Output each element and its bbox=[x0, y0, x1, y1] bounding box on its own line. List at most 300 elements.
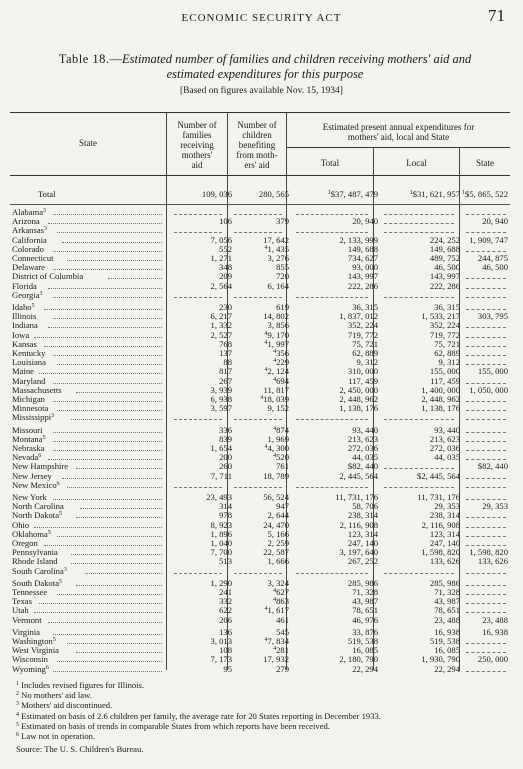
state-name: South Dakota$^5$ bbox=[12, 577, 63, 588]
local-value: 22, 294 bbox=[434, 663, 460, 674]
blank-cell-leader bbox=[466, 327, 506, 328]
leader-dots bbox=[34, 527, 162, 528]
blank-cell-leader bbox=[466, 337, 506, 338]
leader-dots bbox=[53, 441, 162, 442]
leader-dots bbox=[44, 309, 162, 310]
footnote-ref: 4 bbox=[260, 395, 264, 401]
leader-dots bbox=[67, 487, 162, 488]
leader-dots bbox=[108, 278, 162, 279]
local-value: 75, 721 bbox=[434, 338, 460, 349]
families-value: 7, 711 bbox=[210, 470, 232, 481]
blank-cell-leader bbox=[384, 232, 454, 233]
families-value: 7, 056 bbox=[210, 234, 232, 245]
blank-cell-leader bbox=[174, 487, 222, 488]
children-value: $^4$356 bbox=[273, 348, 289, 358]
blank-cell-leader bbox=[466, 671, 506, 672]
blank-cell-leader bbox=[466, 401, 506, 402]
children-value: 461 bbox=[276, 614, 289, 625]
leader-dots bbox=[53, 499, 162, 500]
state-value: $82, 440 bbox=[477, 461, 508, 472]
blank-cell-leader bbox=[466, 594, 506, 595]
leader-dots bbox=[76, 468, 162, 469]
blank-cell-leader bbox=[466, 251, 506, 252]
footnote-ref: 3 bbox=[51, 413, 55, 420]
children-value: $^4$4, 300 bbox=[264, 443, 289, 453]
total-value: 719, 772 bbox=[347, 329, 378, 340]
footnote-number: 4 bbox=[16, 711, 19, 718]
state-name: New Hampshire bbox=[12, 461, 69, 472]
local-value: 1, 400, 000 bbox=[421, 384, 460, 395]
local-value: 29, 353 bbox=[434, 501, 460, 512]
state-name: Louisiana bbox=[12, 357, 46, 368]
blank-cell-leader bbox=[466, 346, 506, 347]
leader-dots bbox=[76, 517, 162, 518]
footnote-ref: 3 bbox=[43, 226, 47, 233]
children-value: $^4$18, 039 bbox=[260, 394, 289, 404]
families-value: 1, 040 bbox=[210, 538, 232, 548]
col-head-children bbox=[228, 120, 286, 170]
table-row bbox=[10, 404, 510, 413]
leader-dots bbox=[85, 573, 162, 574]
families-value: 23, 493 bbox=[206, 492, 232, 502]
local-value: 285, 986 bbox=[429, 577, 460, 588]
local-value: 1, 533, 217 bbox=[421, 311, 460, 322]
state-name: Oregon bbox=[12, 538, 38, 548]
leader-dots bbox=[48, 459, 162, 460]
blank-cell-leader bbox=[384, 419, 454, 420]
state-name: New Mexico$^6$ bbox=[12, 479, 60, 490]
col-head-expenditures bbox=[287, 122, 510, 142]
blank-cell-leader bbox=[466, 450, 506, 451]
state-name: Florida bbox=[12, 280, 37, 291]
footnote: $^6$ Law not in operation. bbox=[16, 731, 96, 742]
families-value: 230 bbox=[219, 302, 232, 312]
children-value: $^4$1, 997 bbox=[264, 338, 289, 349]
state-name: District of Columbia bbox=[12, 271, 84, 282]
footnote-ref: 6 bbox=[56, 480, 60, 487]
total-value: 2, 180, 790 bbox=[339, 654, 378, 665]
total-value: 22, 294 bbox=[352, 663, 378, 674]
leader-dots bbox=[53, 671, 162, 672]
total-value: 734, 627 bbox=[347, 253, 378, 263]
table-row bbox=[10, 453, 510, 462]
head-line: Estimated present annual expenditures for bbox=[322, 122, 475, 132]
families-value: 3, 939 bbox=[210, 384, 232, 395]
footnote-ref: 4 bbox=[273, 597, 277, 604]
leader-dots bbox=[44, 545, 162, 546]
state-name: Georgia$^3$ bbox=[12, 289, 43, 300]
blank-cell-leader bbox=[466, 612, 506, 613]
leader-dots bbox=[53, 355, 162, 356]
blank-cell-leader bbox=[384, 297, 454, 298]
leader-dots bbox=[48, 288, 162, 289]
footnote-ref: 5 bbox=[59, 578, 63, 585]
families-value: 106 bbox=[219, 216, 232, 227]
state-name: Indiana bbox=[12, 320, 38, 331]
families-value: 314 bbox=[219, 501, 232, 512]
total-value: 352, 224 bbox=[347, 320, 378, 331]
leader-dots bbox=[53, 432, 162, 433]
state-name: West Virginia bbox=[12, 645, 59, 656]
footnote-list bbox=[16, 680, 506, 741]
state-name: Virginia bbox=[12, 626, 40, 637]
blank-cell-leader bbox=[296, 232, 368, 233]
footnote-ref: 5 bbox=[42, 434, 46, 441]
state-name: Nevada$^6$ bbox=[12, 452, 42, 463]
state-name: Arizona bbox=[12, 216, 40, 227]
children-value: $^4$229 bbox=[273, 357, 289, 368]
blank-cell-leader bbox=[466, 355, 506, 356]
families-value: 839 bbox=[219, 433, 232, 444]
total-value: 11, 731, 176 bbox=[335, 492, 378, 502]
state-name: Massachusetts bbox=[12, 384, 62, 395]
state-name: Wisconsin bbox=[12, 654, 48, 665]
table-row bbox=[10, 616, 510, 625]
families-value: 136 bbox=[219, 626, 232, 637]
local-value: 123, 314 bbox=[429, 528, 460, 539]
local-value: 247, 140 bbox=[429, 538, 460, 548]
leader-dots bbox=[57, 410, 162, 411]
page-number: 71 bbox=[488, 6, 505, 25]
total-value: 149, 688 bbox=[347, 243, 378, 254]
total-value: 2, 116, 908 bbox=[339, 519, 378, 530]
state-name: Illinois bbox=[12, 311, 37, 322]
children-value: $^4$627 bbox=[273, 587, 289, 597]
total-families: 109, 036 bbox=[201, 189, 232, 199]
state-value: 1, 909, 747 bbox=[469, 234, 508, 245]
blank-cell-leader bbox=[466, 527, 506, 528]
footnote-ref: 6 bbox=[45, 664, 49, 671]
footnotes bbox=[16, 680, 506, 754]
leader-dots bbox=[53, 251, 162, 252]
footnote-ref: 3 bbox=[39, 290, 43, 297]
footnote-number: 6 bbox=[16, 732, 19, 739]
blank-cell-leader bbox=[466, 536, 506, 537]
families-value: 1, 271 bbox=[210, 253, 232, 263]
blank-cell-leader bbox=[466, 585, 506, 586]
total-value: 2, 133, 999 bbox=[339, 234, 378, 245]
blank-cell-leader bbox=[466, 419, 506, 420]
state-name: New Jersey bbox=[12, 470, 52, 481]
total-value: 75, 721 bbox=[352, 338, 378, 349]
table-row bbox=[10, 217, 510, 226]
state-value: 1, 050, 000 bbox=[469, 384, 508, 395]
total-value: 117, 459 bbox=[348, 375, 378, 386]
blank-cell-leader bbox=[466, 499, 506, 500]
state-value: 303, 795 bbox=[477, 311, 508, 322]
local-value: 213, 623 bbox=[429, 433, 460, 444]
children-value: $^4$694 bbox=[273, 375, 289, 386]
leader-dots bbox=[62, 478, 162, 479]
footnote-number: 3 bbox=[16, 701, 19, 708]
blank-cell-leader bbox=[466, 288, 506, 289]
families-value: 817 bbox=[219, 366, 232, 377]
head-line: Number of bbox=[237, 120, 277, 130]
running-title: ECONOMIC SECURITY ACT bbox=[181, 12, 342, 24]
children-value: 379 bbox=[276, 216, 289, 227]
local-value: 46, 500 bbox=[434, 262, 460, 273]
leader-dots bbox=[57, 661, 162, 662]
families-value: 267 bbox=[219, 375, 232, 386]
children-value: $^4$281 bbox=[273, 645, 289, 656]
leader-dots bbox=[34, 612, 162, 613]
local-value: 352, 224 bbox=[429, 320, 460, 331]
table-row bbox=[10, 567, 510, 576]
local-value: 1, 930, 790 bbox=[421, 654, 460, 665]
families-value: 332 bbox=[219, 596, 232, 607]
families-value: 6, 217 bbox=[210, 311, 232, 322]
total-value: 2, 445, 564 bbox=[339, 470, 378, 481]
blank-cell-leader bbox=[466, 459, 506, 460]
footnote: $^1$ Includes revised figures for Illinois. bbox=[16, 680, 145, 690]
leader-dots bbox=[53, 297, 162, 298]
blank-cell-leader bbox=[174, 573, 222, 574]
blank-cell-leader bbox=[296, 297, 368, 298]
title-line-1: Estimated number of families and children receiving mothers' aid and bbox=[122, 52, 472, 66]
total-value: 16, 085 bbox=[352, 645, 378, 656]
families-value: 1, 654 bbox=[210, 443, 232, 453]
families-value: 3, 597 bbox=[210, 403, 232, 414]
table-row bbox=[10, 557, 510, 566]
blank-cell-leader bbox=[466, 309, 506, 310]
children-value: 22, 587 bbox=[263, 547, 289, 558]
blank-cell-leader bbox=[384, 468, 454, 469]
families-value: 200 bbox=[219, 452, 232, 463]
leader-dots bbox=[67, 260, 162, 261]
footnote-ref: 5 bbox=[52, 637, 56, 643]
blank-cell-leader bbox=[466, 652, 506, 653]
leader-dots bbox=[62, 242, 162, 243]
footnote-ref: 4 bbox=[264, 339, 268, 346]
blank-cell-leader bbox=[466, 432, 506, 433]
footnote-ref: 1 bbox=[327, 190, 331, 196]
total-value: 267, 252 bbox=[347, 556, 378, 567]
footnote-ref: 5 bbox=[47, 529, 51, 536]
state-value: 133, 626 bbox=[477, 556, 508, 567]
state-name: Kentucky bbox=[12, 348, 46, 358]
state-value: 155, 000 bbox=[477, 366, 508, 377]
local-value: 222, 286 bbox=[429, 280, 460, 291]
blank-cell-leader bbox=[466, 545, 506, 546]
state-value: 250, 000 bbox=[477, 654, 508, 665]
state-name: Wyoming$^6$ bbox=[12, 663, 49, 674]
total-value: 238, 314 bbox=[347, 510, 378, 521]
local-value: 155, 000 bbox=[429, 366, 460, 377]
state-value: 1, 598, 820 bbox=[469, 547, 508, 558]
children-value: 5, 166 bbox=[267, 528, 289, 539]
footnote-ref: 4 bbox=[264, 444, 268, 450]
children-value: 855 bbox=[276, 262, 289, 273]
state-name: Connecticut bbox=[12, 253, 54, 263]
state-value: 244, 875 bbox=[477, 253, 508, 263]
footnote-ref: 4 bbox=[273, 358, 277, 365]
local-value: 93, 440 bbox=[434, 424, 460, 435]
footnote-ref: 4 bbox=[264, 367, 268, 374]
total-value: 2, 450, 000 bbox=[339, 384, 378, 395]
footnote-ref: 3 bbox=[63, 566, 67, 573]
leader-dots bbox=[76, 392, 162, 393]
state-name: North Dakota$^5$ bbox=[12, 510, 63, 521]
leader-dots bbox=[39, 373, 162, 374]
total-value: 43, 987 bbox=[352, 596, 378, 607]
blank-cell-leader bbox=[466, 278, 506, 279]
leader-dots bbox=[67, 643, 162, 644]
children-value: $^4$7, 834 bbox=[264, 636, 289, 646]
blank-cell-leader bbox=[466, 410, 506, 411]
table-row bbox=[10, 349, 510, 358]
total-total bbox=[328, 190, 378, 199]
families-value: 8, 923 bbox=[210, 519, 232, 530]
head-line: mothers' bbox=[181, 150, 213, 160]
footnote-ref: 4 bbox=[273, 453, 277, 460]
state-value: 16, 938 bbox=[482, 626, 508, 637]
leader-dots bbox=[53, 383, 162, 384]
leader-dots bbox=[53, 269, 162, 270]
blank-cell-leader bbox=[466, 297, 506, 298]
total-value: $82, 440 bbox=[347, 461, 378, 472]
blank-cell-leader bbox=[174, 297, 222, 298]
state-name: Ohio bbox=[12, 519, 30, 530]
footnote-ref: 3 bbox=[43, 208, 47, 214]
blank-cell-leader bbox=[466, 478, 506, 479]
children-value: 2, 644 bbox=[267, 510, 289, 521]
leader-dots bbox=[48, 622, 162, 623]
total-value: 71, 328 bbox=[352, 587, 378, 597]
total-value: 93, 440 bbox=[352, 424, 378, 435]
local-value: 133, 626 bbox=[429, 556, 460, 567]
local-value: 36, 315 bbox=[434, 302, 460, 312]
state-name: Maryland bbox=[12, 375, 46, 386]
families-value: 768 bbox=[219, 338, 232, 349]
state-name: South Carolina$^3$ bbox=[12, 565, 67, 576]
head-line: receiving bbox=[180, 140, 214, 150]
local-value: 272, 036 bbox=[429, 443, 460, 453]
local-value: 43, 987 bbox=[434, 596, 460, 607]
footnote: $^4$ Estimated on basis of 2.6 children per family, the average rate for 20 States reporting in December 1933. bbox=[16, 710, 381, 721]
children-value: $^4$863 bbox=[273, 596, 289, 607]
blank-cell-leader bbox=[384, 214, 454, 215]
children-value: 720 bbox=[276, 271, 289, 282]
families-value: 2, 527 bbox=[210, 329, 232, 340]
source-note: Source: The U. S. Children's Bureau. bbox=[16, 744, 144, 755]
leader-dots bbox=[44, 346, 162, 347]
local-value: 117, 459 bbox=[430, 375, 460, 386]
children-value: 14, 802 bbox=[263, 311, 289, 322]
local-value: 16, 938 bbox=[434, 626, 460, 637]
col-head-state: State bbox=[79, 138, 97, 148]
families-value: 1, 332 bbox=[210, 320, 232, 331]
children-value: 3, 276 bbox=[267, 253, 289, 263]
state-name: New York bbox=[12, 492, 47, 502]
children-value: $^4$520 bbox=[273, 452, 289, 463]
local-value: 2, 448, 962 bbox=[421, 394, 460, 404]
children-value: 17, 932 bbox=[263, 654, 289, 665]
local-value: 489, 752 bbox=[429, 253, 460, 263]
total-value: 310, 000 bbox=[347, 366, 378, 377]
total-value: 20, 940 bbox=[352, 216, 378, 227]
families-value: 348 bbox=[219, 262, 232, 273]
children-value: $^4$874 bbox=[273, 424, 289, 435]
blank-cell-leader bbox=[384, 223, 454, 224]
blank-cell-leader bbox=[466, 383, 506, 384]
value: $5, 865, 522 bbox=[465, 189, 508, 199]
blank-cell-leader bbox=[174, 214, 222, 215]
header-bottom-rule bbox=[10, 175, 510, 176]
footnote-ref: 4 bbox=[273, 376, 277, 383]
footnote-ref: 4 bbox=[264, 244, 268, 251]
children-value: 3, 324 bbox=[267, 577, 289, 588]
state-name: Oklahoma$^5$ bbox=[12, 528, 51, 539]
children-value: 6, 164 bbox=[267, 280, 289, 291]
head-line: ers' aid bbox=[244, 160, 270, 170]
blank-cell-leader bbox=[466, 487, 506, 488]
state-value: 46, 500 bbox=[482, 262, 508, 273]
total-value: 58, 706 bbox=[352, 501, 378, 512]
local-value: 78, 651 bbox=[434, 605, 460, 616]
total-value: 213, 623 bbox=[347, 433, 378, 444]
footnote-ref: 4 bbox=[273, 349, 277, 355]
table-row bbox=[10, 291, 510, 300]
children-value: 1, 666 bbox=[267, 556, 289, 567]
blank-cell-leader bbox=[466, 603, 506, 604]
state-name: Mississippi$^3$ bbox=[12, 412, 55, 423]
blank-cell-leader bbox=[466, 441, 506, 442]
blank-cell-leader bbox=[234, 573, 282, 574]
local-value: 2, 116, 908 bbox=[421, 519, 460, 530]
blank-cell-leader bbox=[466, 517, 506, 518]
total-value: 44, 035 bbox=[352, 452, 378, 463]
title-line-2: estimated expenditures for this purpose bbox=[166, 67, 364, 81]
children-value: 2, 259 bbox=[267, 538, 289, 548]
col-head-local: Local bbox=[406, 158, 427, 168]
families-value: 1, 290 bbox=[210, 577, 232, 588]
blank-cell-leader bbox=[174, 419, 222, 420]
children-value: 1, 969 bbox=[267, 433, 289, 444]
head-line: Number of bbox=[177, 120, 217, 130]
children-value: 3, 856 bbox=[267, 320, 289, 331]
children-value: $^4$2, 124 bbox=[264, 366, 289, 377]
table-basis-note: [Based on figures available Nov. 15, 1934] bbox=[180, 86, 343, 96]
local-value: $2, 445, 564 bbox=[417, 470, 460, 481]
head-line: families bbox=[182, 130, 212, 140]
footnote-number: 2 bbox=[16, 691, 19, 698]
total-value: 33, 876 bbox=[352, 626, 378, 637]
state-name: Missouri bbox=[12, 424, 43, 435]
leader-dots bbox=[53, 450, 162, 451]
total-value: 93, 000 bbox=[352, 262, 378, 273]
state-name: Vermont bbox=[12, 614, 42, 625]
local-value: 1, 138, 176 bbox=[421, 403, 460, 414]
children-value: $^4$9, 170 bbox=[264, 329, 289, 340]
children-value: 9, 152 bbox=[267, 403, 289, 414]
blank-cell-leader bbox=[466, 364, 506, 365]
local-value: 16, 085 bbox=[434, 645, 460, 656]
head-line: mothers' aid, local and State bbox=[347, 132, 450, 142]
head-line: children bbox=[242, 130, 272, 140]
children-value: 279 bbox=[276, 663, 289, 674]
total-value: 62, 889 bbox=[352, 348, 378, 358]
blank-cell-leader bbox=[234, 232, 282, 233]
total-value: 3, 197, 640 bbox=[339, 547, 378, 558]
families-value: 209 bbox=[219, 271, 232, 282]
local-value: 519, 538 bbox=[429, 636, 460, 646]
expend-sub-rule bbox=[286, 147, 510, 148]
blank-cell-leader bbox=[296, 573, 368, 574]
footnote: $^5$ Estimated on basis of trends in comparable States from which reports have been received. bbox=[16, 720, 330, 731]
families-value: 206 bbox=[219, 614, 232, 625]
children-value: 17, 642 bbox=[263, 234, 289, 245]
total-value: 272, 036 bbox=[347, 443, 378, 453]
